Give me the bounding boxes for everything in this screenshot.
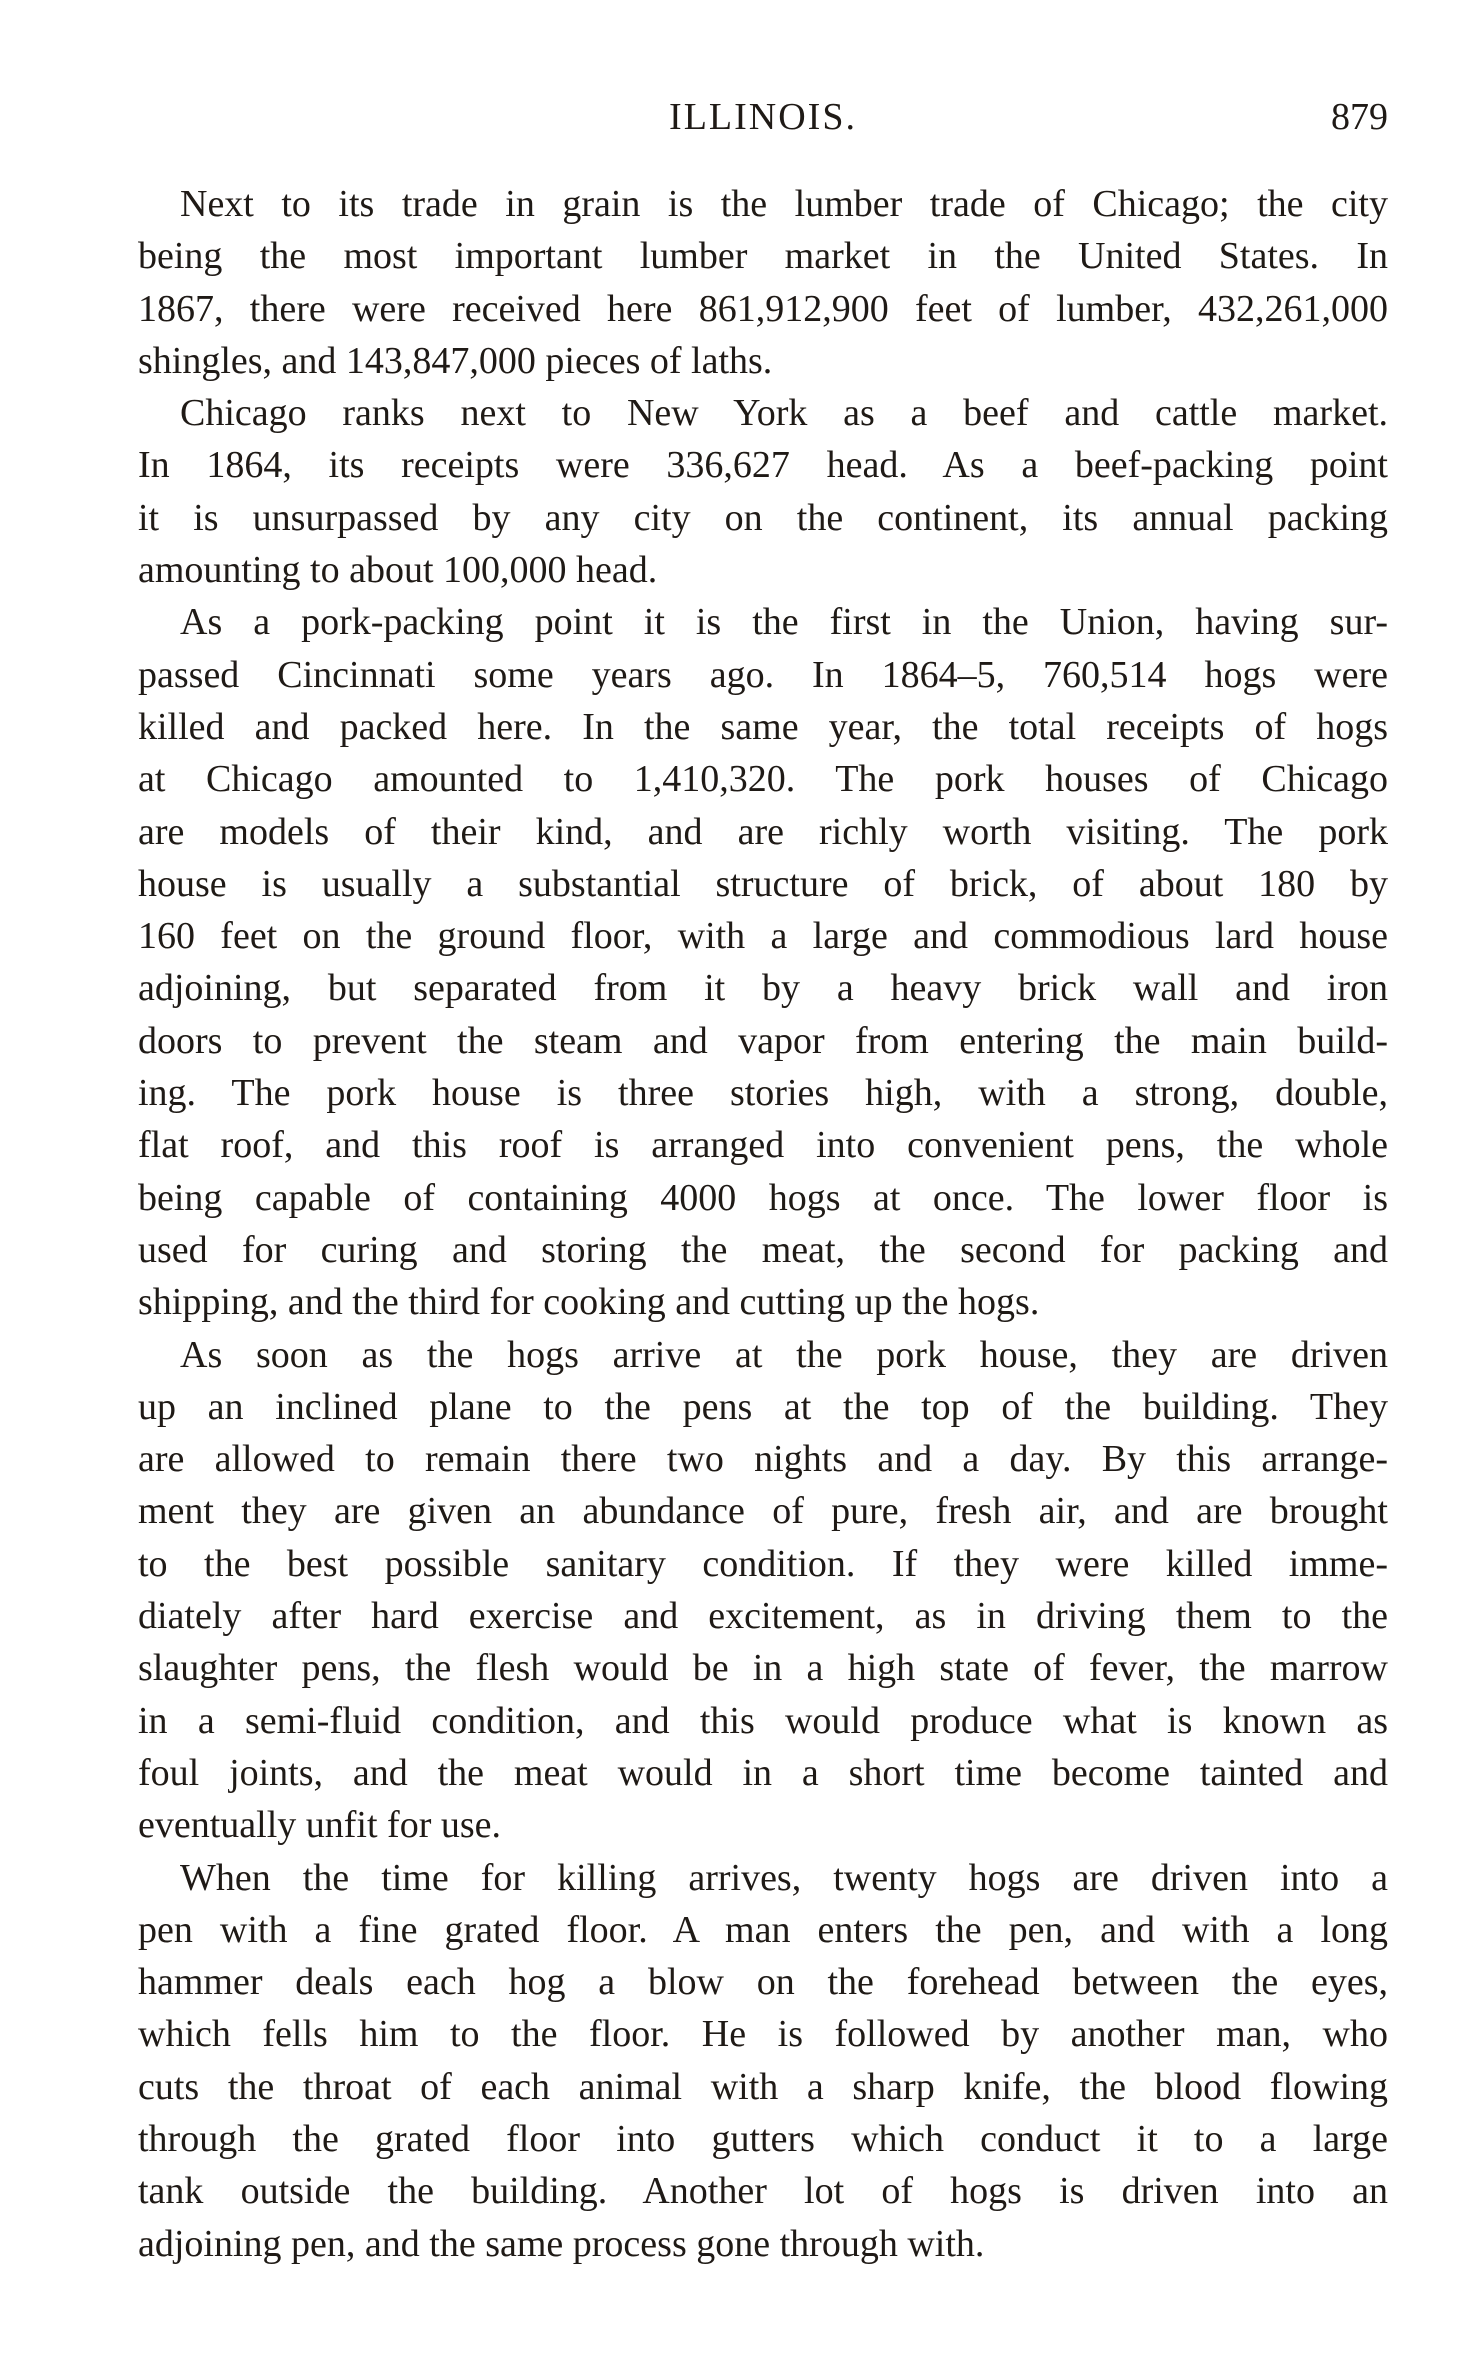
paragraph (138, 1852, 1388, 2270)
text-line: 1867, there were received here 861,912,900 feet of lumber, 432,261,000 (138, 287, 1388, 330)
text-line: flat roof, and this roof is arranged into convenient pens, the whole (138, 1124, 1388, 1167)
text-line: Chicago ranks next to New York as a beef and cattle market. (180, 392, 1388, 435)
page-number: 879 (1331, 96, 1388, 138)
paragraph (138, 178, 1388, 387)
running-head (138, 92, 1388, 142)
text-line: passed Cincinnati some years ago. In 1864–5, 760,514 hogs were (138, 653, 1388, 696)
running-title: ILLINOIS. (669, 96, 857, 138)
text-line: Next to its trade in grain is the lumber trade of Chicago; the city (180, 183, 1388, 225)
paragraph (138, 1329, 1388, 1852)
text-line: As soon as the hogs arrive at the pork house, they are driven (180, 1333, 1388, 1376)
text-line: As a pork-packing point it is the first in the Union, having sur- (180, 601, 1388, 644)
text-line: amounting to about 100,000 head. (138, 549, 658, 592)
text-line: through the grated floor into gutters which conduct it to a large (138, 2117, 1388, 2160)
text-line: it is unsurpassed by any city on the continent, its annual packing (138, 496, 1388, 539)
text-line: In 1864, its receipts were 336,627 head. As a beef-packing point (138, 444, 1388, 487)
text-line: up an inclined plane to the pens at the top of the building. They (138, 1385, 1388, 1428)
text-line: slaughter pens, the flesh would be in a high state of fever, the marrow (138, 1647, 1388, 1690)
text-line: cuts the throat of each animal with a sharp knife, the blood flowing (138, 2065, 1388, 2108)
text-line: shingles, and 143,847,000 pieces of laths. (138, 339, 773, 382)
text-line: being capable of containing 4000 hogs at once. The lower floor is (138, 1176, 1388, 1219)
text-line: shipping, and the third for cooking and cutting up the hogs. (138, 1281, 1040, 1324)
text-line: house is usually a substantial structure of brick, of about 180 by (138, 862, 1388, 905)
text-line: are allowed to remain there two nights and a day. By this arrange- (138, 1438, 1388, 1481)
text-line: in a semi-fluid condition, and this would produce what is known as (138, 1699, 1388, 1742)
text-line: doors to prevent the steam and vapor from entering the main build- (138, 1019, 1388, 1062)
text-line: adjoining pen, and the same process gone through with. (138, 2222, 985, 2265)
paragraph (138, 596, 1388, 1328)
text-line: 160 feet on the ground floor, with a large and commodious lard house (138, 915, 1388, 958)
text-line: pen with a fine grated floor. A man enters the pen, and with a long (138, 1908, 1388, 1951)
text-line: which fells him to the floor. He is followed by another man, who (138, 2013, 1388, 2056)
text-line: eventually unfit for use. (138, 1804, 502, 1847)
text-line: used for curing and storing the meat, the second for packing and (138, 1228, 1388, 1271)
text-line: diately after hard exercise and excitement, as in driving them to the (138, 1595, 1388, 1638)
text-line: being the most important lumber market in the United States. In (138, 235, 1388, 278)
text-line: are models of their kind, and are richly worth visiting. The pork (138, 810, 1388, 853)
text-line: hammer deals each hog a blow on the forehead between the eyes, (138, 1961, 1388, 2004)
body-text (138, 178, 1388, 2270)
text-line: ing. The pork house is three stories high, with a strong, double, (138, 1072, 1388, 1115)
text-line: at Chicago amounted to 1,410,320. The pork houses of Chicago (138, 758, 1388, 801)
paragraph (138, 387, 1388, 596)
text-line: adjoining, but separated from it by a heavy brick wall and iron (138, 967, 1388, 1010)
text-line: When the time for killing arrives, twenty hogs are driven into a (180, 1856, 1388, 1899)
text-line: ment they are given an abundance of pure, fresh air, and are brought (138, 1490, 1388, 1533)
text-line: tank outside the building. Another lot of hogs is driven into an (138, 2170, 1388, 2213)
text-line: foul joints, and the meat would in a short time become tainted and (138, 1751, 1388, 1794)
text-line: to the best possible sanitary condition. If they were killed imme- (138, 1542, 1388, 1585)
text-line: killed and packed here. In the same year, the total receipts of hogs (138, 705, 1388, 748)
